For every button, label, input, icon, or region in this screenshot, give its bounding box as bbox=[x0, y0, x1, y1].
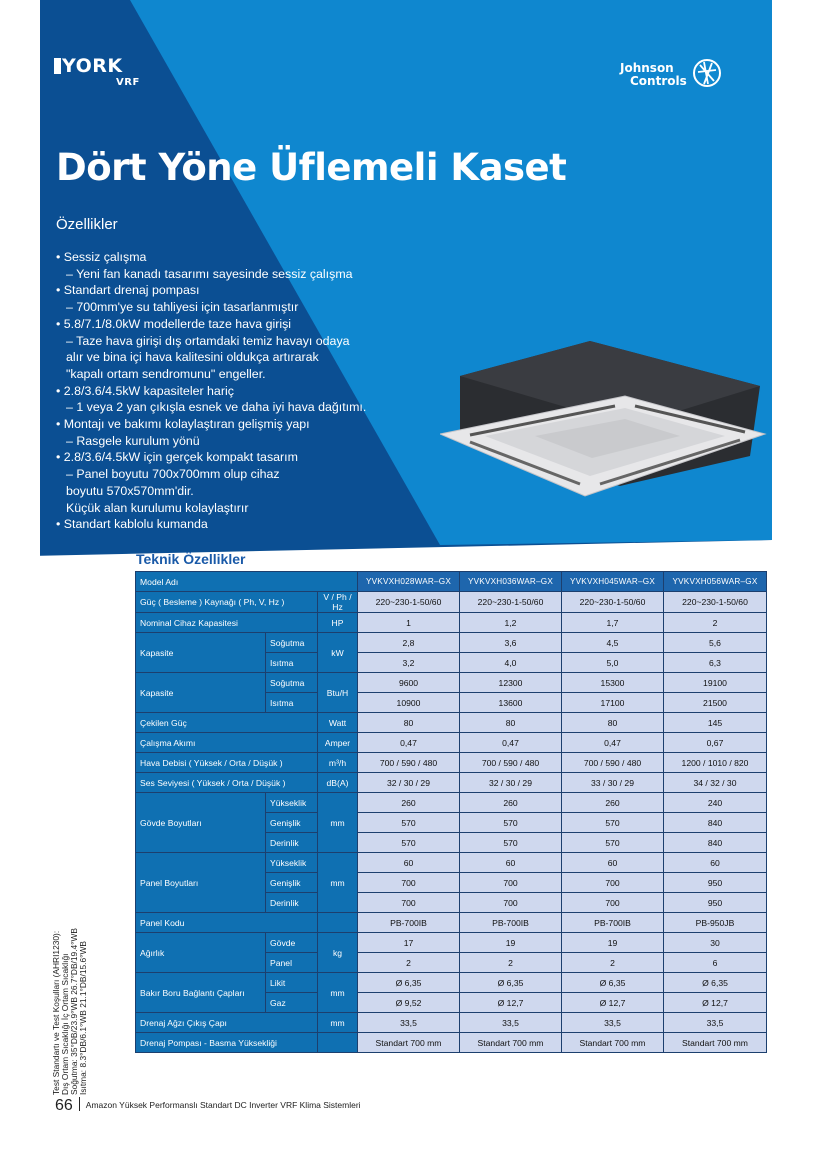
spec-label-cell: Ağırlık bbox=[136, 933, 266, 973]
value-cell: Standart 700 mm bbox=[358, 1033, 460, 1053]
spec-label-cell: Nominal Cihaz Kapasitesi bbox=[136, 613, 318, 633]
value-cell: 840 bbox=[664, 833, 767, 853]
value-cell: 145 bbox=[664, 713, 767, 733]
value-cell: 6 bbox=[664, 953, 767, 973]
value-cell: 840 bbox=[664, 813, 767, 833]
test-conditions-note bbox=[52, 835, 88, 1095]
spec-sub-label-cell: Gövde bbox=[266, 933, 318, 953]
value-cell: 700 / 590 / 480 bbox=[460, 753, 562, 773]
spec-label-cell: Gövde Boyutları bbox=[136, 793, 266, 853]
value-cell: 17100 bbox=[562, 693, 664, 713]
technical-specs-heading: Teknik Özellikler bbox=[136, 551, 246, 567]
spec-label-cell: Bakır Boru Bağlantı Çapları bbox=[136, 973, 266, 1013]
footer-text: Amazon Yüksek Performanslı Standart DC Inverter VRF Klima Sistemleri bbox=[85, 1100, 361, 1110]
value-cell: 0,67 bbox=[664, 733, 767, 753]
value-cell: 570 bbox=[460, 813, 562, 833]
spec-label-cell: Drenaj Ağzı Çıkış Çapı bbox=[136, 1013, 318, 1033]
table-row bbox=[136, 913, 767, 933]
spec-label-cell: Kapasite bbox=[136, 633, 266, 673]
value-cell: 1,2 bbox=[460, 613, 562, 633]
spec-sub-label-cell: Derinlik bbox=[266, 893, 318, 913]
model-name-cell: YVKVXH045WAR–GX bbox=[562, 572, 664, 592]
spec-label-cell: Drenaj Pompası - Basma Yüksekliği bbox=[136, 1033, 318, 1053]
page-footer bbox=[55, 1097, 361, 1115]
value-cell: 240 bbox=[664, 793, 767, 813]
feature-item: • Standart kablolu kumanda bbox=[56, 516, 426, 533]
unit-cell: dB(A) bbox=[318, 773, 358, 793]
spec-label-cell: Panel Kodu bbox=[136, 913, 318, 933]
unit-cell: Amper bbox=[318, 733, 358, 753]
value-cell: 4,5 bbox=[562, 633, 664, 653]
value-cell: 700 bbox=[460, 873, 562, 893]
value-cell: 260 bbox=[460, 793, 562, 813]
value-cell: 700 / 590 / 480 bbox=[358, 753, 460, 773]
table-row bbox=[136, 793, 767, 813]
value-cell: 2,8 bbox=[358, 633, 460, 653]
table-row bbox=[136, 673, 767, 693]
value-cell: 33,5 bbox=[460, 1013, 562, 1033]
model-name-cell: YVKVXH056WAR–GX bbox=[664, 572, 767, 592]
value-cell: 260 bbox=[358, 793, 460, 813]
york-logo: YORK VRF bbox=[54, 55, 123, 77]
features-list bbox=[56, 249, 426, 533]
johnson-controls-emblem-icon bbox=[692, 56, 722, 90]
spec-label-cell: Çekilen Güç bbox=[136, 713, 318, 733]
value-cell: 13600 bbox=[460, 693, 562, 713]
table-row bbox=[136, 613, 767, 633]
value-cell: 220~230-1-50/60 bbox=[460, 592, 562, 613]
spec-sub-label-cell: Genişlik bbox=[266, 813, 318, 833]
value-cell: 570 bbox=[460, 833, 562, 853]
feature-detail: boyutu 570x570mm'dir. bbox=[66, 483, 194, 498]
value-cell: 700 bbox=[460, 893, 562, 913]
feature-item: • Sessiz çalışma bbox=[56, 249, 426, 266]
value-cell: Ø 12,7 bbox=[664, 993, 767, 1013]
value-cell: 0,47 bbox=[358, 733, 460, 753]
value-cell: 12300 bbox=[460, 673, 562, 693]
value-cell: 33,5 bbox=[562, 1013, 664, 1033]
features-heading: Özellikler bbox=[56, 216, 118, 233]
feature-item: • 2.8/3.6/4.5kW için gerçek kompakt tasarım bbox=[56, 449, 426, 466]
test-condition-line: Dış Ortam Sıcaklığı İç Ortam Sıcaklığı bbox=[60, 953, 70, 1095]
spec-label-cell: Kapasite bbox=[136, 673, 266, 713]
value-cell: Ø 6,35 bbox=[460, 973, 562, 993]
value-cell: 60 bbox=[358, 853, 460, 873]
spec-sub-label-cell: Soğutma bbox=[266, 633, 318, 653]
value-cell: 60 bbox=[460, 853, 562, 873]
table-row bbox=[136, 933, 767, 953]
table-row bbox=[136, 973, 767, 993]
table-row bbox=[136, 773, 767, 793]
value-cell: 2 bbox=[562, 953, 664, 973]
unit-cell: mm bbox=[318, 793, 358, 853]
value-cell: PB-950JB bbox=[664, 913, 767, 933]
table-row bbox=[136, 733, 767, 753]
feature-detail: – 700mm'ye su tahliyesi için tasarlanmıştır bbox=[56, 299, 426, 316]
model-name-cell: YVKVXH028WAR–GX bbox=[358, 572, 460, 592]
value-cell: 220~230-1-50/60 bbox=[562, 592, 664, 613]
value-cell: Ø 6,35 bbox=[664, 973, 767, 993]
johnson-controls-logo: Johnson Controls bbox=[620, 61, 687, 88]
feature-item: • Montajı ve bakımı kolaylaştıran gelişmiş yapı bbox=[56, 416, 426, 433]
spec-sub-label-cell: Isıtma bbox=[266, 653, 318, 673]
value-cell: 220~230-1-50/60 bbox=[664, 592, 767, 613]
unit-cell: Watt bbox=[318, 713, 358, 733]
feature-item: • 5.8/7.1/8.0kW modellerde taze hava girişi bbox=[56, 316, 426, 333]
spec-sub-label-cell: Gaz bbox=[266, 993, 318, 1013]
value-cell: 6,3 bbox=[664, 653, 767, 673]
value-cell: 3,6 bbox=[460, 633, 562, 653]
value-cell: 32 / 30 / 29 bbox=[358, 773, 460, 793]
spec-label-cell: Hava Debisi ( Yüksek / Orta / Düşük ) bbox=[136, 753, 318, 773]
value-cell: 10900 bbox=[358, 693, 460, 713]
table-row bbox=[136, 713, 767, 733]
value-cell: 700 / 590 / 480 bbox=[562, 753, 664, 773]
value-cell: 80 bbox=[460, 713, 562, 733]
value-cell: Ø 12,7 bbox=[562, 993, 664, 1013]
unit-cell: mm bbox=[318, 973, 358, 1013]
spec-sub-label-cell: Yükseklik bbox=[266, 793, 318, 813]
value-cell: Standart 700 mm bbox=[664, 1033, 767, 1053]
spec-sub-label-cell: Derinlik bbox=[266, 833, 318, 853]
value-cell: 1,7 bbox=[562, 613, 664, 633]
value-cell: Standart 700 mm bbox=[460, 1033, 562, 1053]
value-cell: 700 bbox=[358, 873, 460, 893]
value-cell: 15300 bbox=[562, 673, 664, 693]
spec-table bbox=[135, 571, 767, 1053]
value-cell: 33 / 30 / 29 bbox=[562, 773, 664, 793]
feature-detail: – Panel boyutu 700x700mm olup cihaz bbox=[56, 466, 426, 483]
page-title: Dört Yöne Üflemeli Kaset bbox=[56, 146, 567, 189]
value-cell: 17 bbox=[358, 933, 460, 953]
model-name-cell: YVKVXH036WAR–GX bbox=[460, 572, 562, 592]
value-cell: 570 bbox=[358, 813, 460, 833]
table-row bbox=[136, 633, 767, 653]
value-cell: 19 bbox=[460, 933, 562, 953]
feature-detail: – 1 veya 2 yan çıkışla esnek ve daha iyi hava dağıtımı. bbox=[56, 399, 426, 416]
value-cell: 5,6 bbox=[664, 633, 767, 653]
spec-sub-label-cell: Likit bbox=[266, 973, 318, 993]
table-header-row bbox=[136, 572, 767, 592]
table-row bbox=[136, 1033, 767, 1053]
value-cell: 2 bbox=[358, 953, 460, 973]
unit-cell: Btu/H bbox=[318, 673, 358, 713]
value-cell: 34 / 32 / 30 bbox=[664, 773, 767, 793]
value-cell: 1200 / 1010 / 820 bbox=[664, 753, 767, 773]
value-cell: 2 bbox=[460, 953, 562, 973]
unit-cell: mm bbox=[318, 1013, 358, 1033]
value-cell: Ø 6,35 bbox=[358, 973, 460, 993]
value-cell: 570 bbox=[358, 833, 460, 853]
value-cell: 9600 bbox=[358, 673, 460, 693]
value-cell: 60 bbox=[664, 853, 767, 873]
value-cell: 30 bbox=[664, 933, 767, 953]
value-cell: 700 bbox=[562, 873, 664, 893]
table-row bbox=[136, 753, 767, 773]
value-cell: 33,5 bbox=[358, 1013, 460, 1033]
test-condition-line: Soğutma: 35°DB/23.9°WB 26.7°DB/19.4°WB bbox=[69, 927, 79, 1095]
feature-item: • 2.8/3.6/4.5kW kapasiteler hariç bbox=[56, 383, 426, 400]
unit-cell: kW bbox=[318, 633, 358, 673]
value-cell: 80 bbox=[358, 713, 460, 733]
value-cell: 5,0 bbox=[562, 653, 664, 673]
feature-detail: "kapalı ortam sendromunu" engeller. bbox=[66, 366, 266, 381]
value-cell: 60 bbox=[562, 853, 664, 873]
unit-cell bbox=[318, 913, 358, 933]
spec-label-cell: Çalışma Akımı bbox=[136, 733, 318, 753]
feature-detail: – Taze hava girişi dış ortamdaki temiz havayı odaya bbox=[56, 333, 426, 350]
value-cell: 2 bbox=[664, 613, 767, 633]
value-cell: 3,2 bbox=[358, 653, 460, 673]
value-cell: 1 bbox=[358, 613, 460, 633]
value-cell: Ø 12,7 bbox=[460, 993, 562, 1013]
value-cell: 4,0 bbox=[460, 653, 562, 673]
spec-sub-label-cell: Isıtma bbox=[266, 693, 318, 713]
value-cell: 700 bbox=[358, 893, 460, 913]
value-cell: 32 / 30 / 29 bbox=[460, 773, 562, 793]
unit-cell: kg bbox=[318, 933, 358, 973]
value-cell: 700 bbox=[562, 893, 664, 913]
value-cell: 0,47 bbox=[460, 733, 562, 753]
unit-cell: m³/h bbox=[318, 753, 358, 773]
spec-sub-label-cell: Panel bbox=[266, 953, 318, 973]
test-condition-line: Test Standartı ve Test Koşulları (AHRI1230): bbox=[51, 930, 61, 1095]
spec-label-cell: Panel Boyutları bbox=[136, 853, 266, 913]
spec-label-cell: Ses Seviyesi ( Yüksek / Orta / Düşük ) bbox=[136, 773, 318, 793]
unit-cell bbox=[318, 1033, 358, 1053]
spec-label-cell: Güç ( Besleme ) Kaynağı ( Ph, V, Hz ) bbox=[136, 592, 318, 613]
value-cell: 19100 bbox=[664, 673, 767, 693]
value-cell: 0,47 bbox=[562, 733, 664, 753]
value-cell: 570 bbox=[562, 833, 664, 853]
feature-item: • Standart drenaj pompası bbox=[56, 282, 426, 299]
feature-detail: – Rasgele kurulum yönü bbox=[56, 433, 426, 450]
value-cell: PB-700IB bbox=[460, 913, 562, 933]
model-label-cell: Model Adı bbox=[136, 572, 358, 592]
vrf-label: VRF bbox=[116, 77, 140, 88]
feature-detail: Küçük alan kurulumu kolaylaştırır bbox=[66, 500, 249, 515]
cassette-unit-image bbox=[440, 336, 770, 511]
value-cell: PB-700IB bbox=[358, 913, 460, 933]
feature-detail: alır ve bina içi hava kalitesini oldukça artırarak bbox=[66, 350, 319, 365]
spec-sub-label-cell: Yükseklik bbox=[266, 853, 318, 873]
unit-cell: HP bbox=[318, 613, 358, 633]
table-row bbox=[136, 853, 767, 873]
value-cell: 21500 bbox=[664, 693, 767, 713]
value-cell: 950 bbox=[664, 873, 767, 893]
value-cell: Standart 700 mm bbox=[562, 1033, 664, 1053]
unit-cell: V / Ph / Hz bbox=[318, 592, 358, 613]
value-cell: PB-700IB bbox=[562, 913, 664, 933]
value-cell: 33,5 bbox=[664, 1013, 767, 1033]
value-cell: 19 bbox=[562, 933, 664, 953]
value-cell: 260 bbox=[562, 793, 664, 813]
value-cell: 80 bbox=[562, 713, 664, 733]
spec-sub-label-cell: Soğutma bbox=[266, 673, 318, 693]
page-number: 66 bbox=[55, 1097, 73, 1114]
value-cell: Ø 9,52 bbox=[358, 993, 460, 1013]
unit-cell: mm bbox=[318, 853, 358, 913]
table-row bbox=[136, 1013, 767, 1033]
value-cell: 220~230-1-50/60 bbox=[358, 592, 460, 613]
value-cell: 570 bbox=[562, 813, 664, 833]
value-cell: Ø 6,35 bbox=[562, 973, 664, 993]
test-condition-line: Isıtma: 8.3°DB/6.1°WB 21.1°DB/15.6°WB bbox=[78, 941, 88, 1095]
spec-sub-label-cell: Genişlik bbox=[266, 873, 318, 893]
feature-detail: – Yeni fan kanadı tasarımı sayesinde sessiz çalışma bbox=[56, 266, 426, 283]
table-row bbox=[136, 592, 767, 613]
value-cell: 950 bbox=[664, 893, 767, 913]
